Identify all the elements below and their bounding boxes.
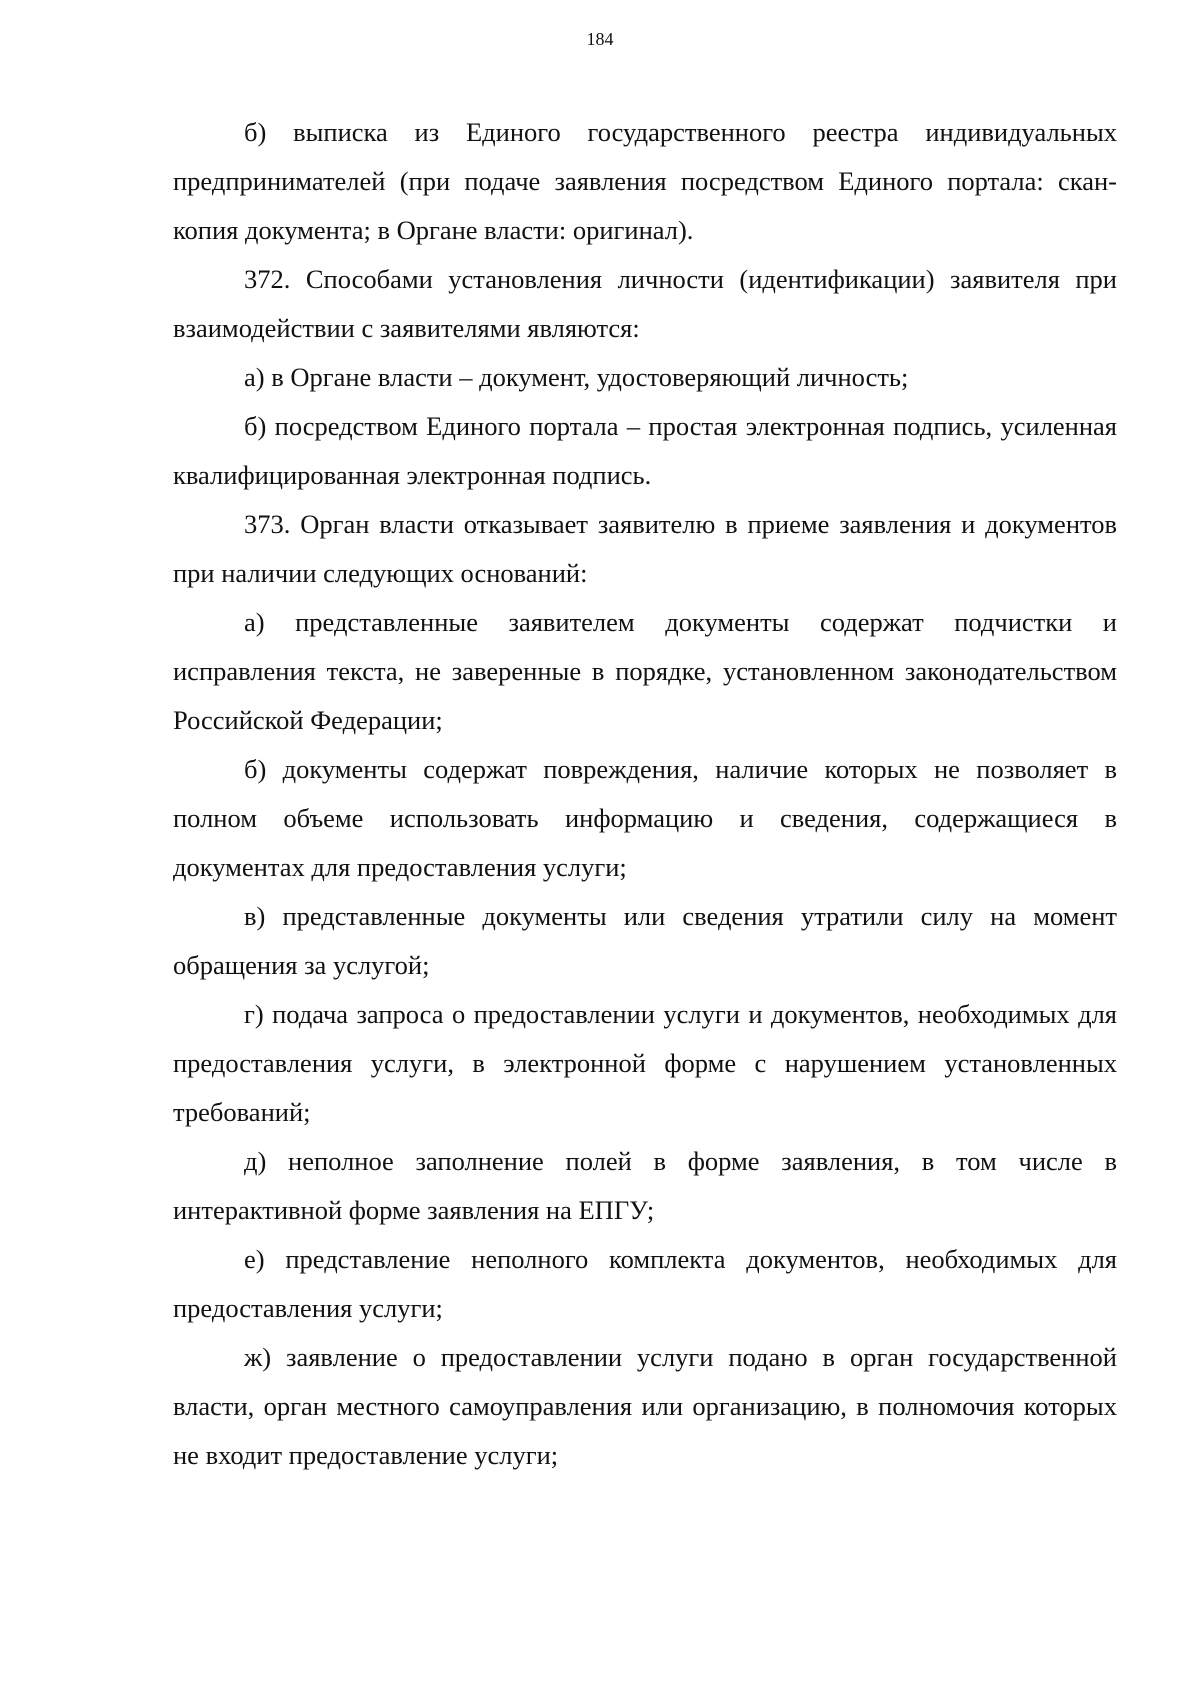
paragraph-372: 372. Способами установления личности (идентификации) заявителя при взаимодействии с заявителями являются: — [173, 264, 1117, 343]
paragraph-373-zh: ж) заявление о предоставлении услуги подано в орган государственной власти, орган местного самоуправления или организацию, в полномочия которых не входит предоставление услуги; — [173, 1342, 1117, 1470]
paragraph-373-d: д) неполное заполнение полей в форме заявления, в том числе в интерактивной форме заявления на ЕПГУ; — [173, 1146, 1117, 1225]
document-body — [173, 108, 1117, 1480]
paragraph-b-egrip-extract: б) выписка из Единого государственного реестра индивидуальных предпринимателей (при подаче заявления посредством Единого портала: скан-копия документа; в Органе власти: оригинал). — [173, 117, 1117, 245]
paragraph-372-b: б) посредством Единого портала – простая электронная подпись, усиленная квалифицированная электронная подпись. — [173, 411, 1117, 490]
paragraph-373-a: а) представленные заявителем документы содержат подчистки и исправления текста, не заверенные в порядке, установленном законодательством Российской Федерации; — [173, 607, 1117, 735]
paragraph-372-a: а) в Органе власти – документ, удостоверяющий личность; — [244, 362, 909, 392]
paragraph-373-b: б) документы содержат повреждения, наличие которых не позволяет в полном объеме использовать информацию и сведения, содержащиеся в документах для предоставления услуги; — [173, 754, 1117, 882]
paragraph-373-v: в) представленные документы или сведения утратили силу на момент обращения за услугой; — [173, 901, 1117, 980]
paragraph-373-e: е) представление неполного комплекта документов, необходимых для предоставления услуги; — [173, 1244, 1117, 1323]
paragraph-373-g: г) подача запроса о предоставлении услуги и документов, необходимых для предоставления услуги, в электронной форме с нарушением установленных требований; — [173, 999, 1117, 1127]
page-number: 184 — [586, 29, 614, 49]
paragraph-373: 373. Орган власти отказывает заявителю в приеме заявления и документов при наличии следующих оснований: — [173, 509, 1117, 588]
